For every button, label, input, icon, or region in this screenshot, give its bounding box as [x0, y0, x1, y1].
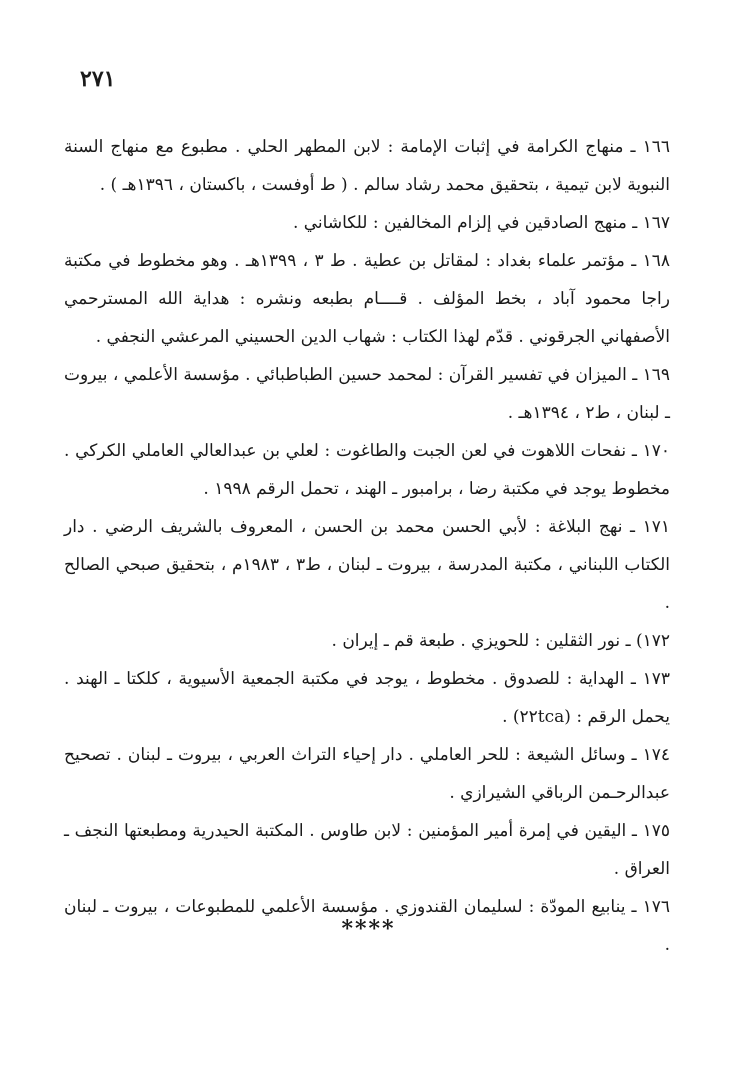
bibliography-entry-167: ١٦٧ ـ منهج الصادقين في إلزام المخالفين : للكاشاني .: [292, 213, 670, 233]
bibliography-entry-168: ١٦٨ ـ مؤتمر علماء بغداد : لمقاتل بن عطية . ط ٣ ، ١٣٩٩هـ . وهو مخطوط في مكتبة راجا محمود آباد ، بخط المؤلف . قــــام بطبعه ونشره : هداية الله المسترحمي الأصفهاني الجرقوني . قدّم لهذا الكتاب : شهاب الدين الحسيني المرعشي النجفي .: [64, 251, 670, 347]
bibliography-entry-169: ١٦٩ ـ الميزان في تفسير القرآن : لمحمد حسين الطباطبائي . مؤسسة الأعلمي ، بيروت ـ لبنان ، ط٢ ، ١٣٩٤هـ .: [64, 365, 670, 423]
bibliography-entry-166: ١٦٦ ـ منهاج الكرامة في إثبات الإمامة : لابن المطهر الحلي . مطبوع مع منهاج السنة النبوية لابن تيمية ، بتحقيق محمد رشاد سالم . ( ط أوفست ، باكستان ، ١٣٩٦هـ ) .: [64, 137, 670, 195]
bibliography-list: [64, 128, 670, 964]
page-number: ٢٧١: [80, 66, 116, 92]
bibliography-entry-171: ١٧١ ـ نهج البلاغة : لأبي الحسن محمد بن الحسن ، المعروف بالشريف الرضي . دار الكتاب اللبناني ، مكتبة المدرسة ، بيروت ـ لبنان ، ط٣ ، ١٩٨٣م ، بتحقيق صبحي الصالح .: [64, 517, 670, 613]
bibliography-entry-176: ١٧٦ ـ ينابيع المودّة : لسليمان القندوزي . مؤسسة الأعلمي للمطبوعات ، بيروت ـ لبنان .: [64, 897, 670, 955]
section-end-ornament: ****: [341, 916, 396, 942]
bibliography-entry-170: ١٧٠ ـ نفحات اللاهوت في لعن الجبت والطاغوت : لعلي بن عبدالعالي العاملي الكركي . مخطوط يوجد في مكتبة رضا ، برامبور ـ الهند ، تحمل الرقم ١٩٩٨ .: [64, 441, 670, 499]
bibliography-entry-175: ١٧٥ ـ اليقين في إمرة أمير المؤمنين : لابن طاوس . المكتبة الحيدرية ومطبعتها النجف ـ العراق .: [64, 821, 670, 879]
bibliography-entry-172: ١٧٢) ـ نور الثقلين : للحويزي . طبعة قم ـ إيران .: [331, 631, 670, 651]
bibliography-entry-174: ١٧٤ ـ وسائل الشيعة : للحر العاملي . دار إحياء التراث العربي ، بيروت ـ لبنان . تصحيح عبدالرحـمن الرباقي الشيرازي .: [64, 745, 670, 803]
bibliography-entry-173: ١٧٣ ـ الهداية : للصدوق . مخطوط ، يوجد في مكتبة الجمعية الأسيوية ، كلكتا ـ الهند . يحمل الرقم : (٢٢tca) .: [64, 669, 670, 727]
